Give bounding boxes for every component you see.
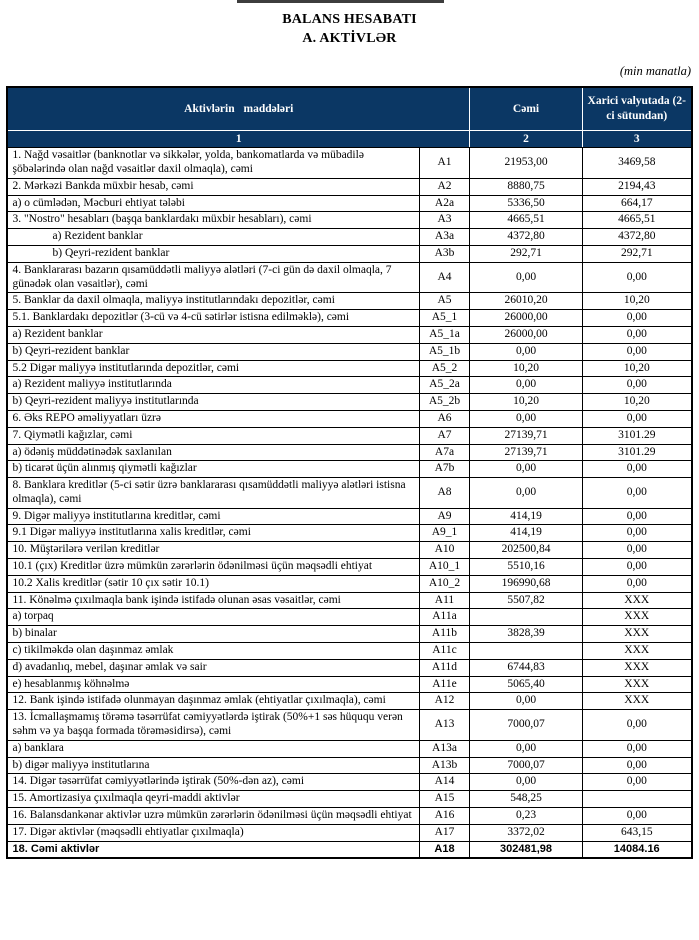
row-item-label: b) digər maliyyə institutlarına	[7, 757, 419, 774]
row-code: A17	[419, 824, 469, 841]
row-foreign-value	[583, 791, 692, 808]
row-total-value: 0,00	[470, 343, 583, 360]
table-row	[7, 841, 691, 858]
row-foreign-value: 0,00	[583, 774, 692, 791]
row-item-label: 2. Mərkəzi Bankda müxbir hesab, cəmi	[7, 178, 419, 195]
table-row	[7, 626, 691, 643]
row-code: A18	[419, 841, 469, 858]
row-foreign-value: XXX	[583, 592, 692, 609]
row-total-value: 196990,68	[470, 575, 583, 592]
table-row	[7, 245, 691, 262]
row-foreign-value: 0,00	[583, 478, 692, 509]
table-row	[7, 508, 691, 525]
row-foreign-value: 10,20	[583, 394, 692, 411]
row-foreign-value: 2194,43	[583, 178, 692, 195]
report-title-block	[0, 0, 699, 49]
row-item-label: d) avadanlıq, mebel, daşınar əmlak və sair	[7, 659, 419, 676]
row-item-label: b) Qeyri-rezident maliyyə institutlarında	[7, 394, 419, 411]
row-total-value	[470, 643, 583, 660]
assets-table	[6, 86, 692, 859]
row-code: A13b	[419, 757, 469, 774]
table-row	[7, 360, 691, 377]
row-foreign-value: XXX	[583, 626, 692, 643]
row-code: A7b	[419, 461, 469, 478]
row-foreign-value: 0,00	[583, 757, 692, 774]
table-row	[7, 710, 691, 741]
row-foreign-value: 0,00	[583, 326, 692, 343]
row-code: A9_1	[419, 525, 469, 542]
row-code: A5_2a	[419, 377, 469, 394]
row-code: A9	[419, 508, 469, 525]
row-total-value: 202500,84	[470, 542, 583, 559]
table-row	[7, 148, 691, 179]
row-foreign-value: 3101.29	[583, 427, 692, 444]
row-item-label: 15. Amortizasiya çıxılmaqla qeyri-maddi aktivlər	[7, 791, 419, 808]
row-code: A13a	[419, 740, 469, 757]
row-total-value: 7000,07	[470, 757, 583, 774]
row-item-label: 3. "Nostro" hesabları (başqa banklardakı müxbir hesabları), cəmi	[7, 212, 419, 229]
row-foreign-value: 664,17	[583, 195, 692, 212]
header-row	[7, 87, 691, 131]
row-item-label: 1. Nağd vəsaitlər (banknotlar və sikkələr, yolda, bankomatlarda və mübadilə şöbələrində olan nağd vəsaitlər daxil olmaqla), cəmi	[7, 148, 419, 179]
row-foreign-value: 10,20	[583, 360, 692, 377]
row-code: A5_1	[419, 310, 469, 327]
unit-note: (min manatla)	[619, 63, 691, 78]
row-foreign-value: 10,20	[583, 293, 692, 310]
header-items-column: Aktivlərin maddələri	[7, 87, 469, 131]
row-item-label: 7. Qiymətli kağızlar, cəmi	[7, 427, 419, 444]
row-code: A3a	[419, 229, 469, 246]
row-total-value: 548,25	[470, 791, 583, 808]
table-row	[7, 643, 691, 660]
row-foreign-value: XXX	[583, 609, 692, 626]
row-foreign-value: 4372,80	[583, 229, 692, 246]
table-row	[7, 212, 691, 229]
row-foreign-value: 0,00	[583, 508, 692, 525]
row-total-value: 0,23	[470, 808, 583, 825]
row-total-value: 414,19	[470, 508, 583, 525]
row-code: A8	[419, 478, 469, 509]
table-row	[7, 427, 691, 444]
row-total-value: 292,71	[470, 245, 583, 262]
table-row	[7, 824, 691, 841]
row-code: A2a	[419, 195, 469, 212]
table-row	[7, 229, 691, 246]
row-item-label: 6. Əks REPO əməliyyatları üzrə	[7, 410, 419, 427]
row-foreign-value: 0,00	[583, 262, 692, 293]
row-code: A14	[419, 774, 469, 791]
table-row	[7, 659, 691, 676]
table-row	[7, 343, 691, 360]
row-total-value: 414,19	[470, 525, 583, 542]
row-total-value: 26000,00	[470, 326, 583, 343]
table-row	[7, 377, 691, 394]
row-code: A5_2b	[419, 394, 469, 411]
table-row	[7, 326, 691, 343]
row-total-value: 21953,00	[470, 148, 583, 179]
row-code: A1	[419, 148, 469, 179]
top-edge-artifact	[237, 0, 444, 3]
row-item-label: 4. Banklararası bazarın qısamüddətli maliyyə alətləri (7-ci gün də daxil olmaqla, 7 günədək olan vəsaitlər), cəmi	[7, 262, 419, 293]
row-item-label: 18. Cəmi aktivlər	[7, 841, 419, 858]
column-number-row	[7, 130, 691, 147]
row-foreign-value: 3101.29	[583, 444, 692, 461]
row-code: A16	[419, 808, 469, 825]
row-total-value: 26000,00	[470, 310, 583, 327]
row-code: A11a	[419, 609, 469, 626]
row-foreign-value: 3469,58	[583, 148, 692, 179]
row-foreign-value: 0,00	[583, 525, 692, 542]
table-row	[7, 740, 691, 757]
row-total-value: 8880,75	[470, 178, 583, 195]
table-row	[7, 293, 691, 310]
row-code: A3b	[419, 245, 469, 262]
row-code: A10_2	[419, 575, 469, 592]
column-number-foreign: 3	[583, 130, 692, 147]
row-item-label: 10.1 (çıx) Kreditlər üzrə mümkün zərərlərin ödənilməsi üçün məqsədli ehtiyat	[7, 559, 419, 576]
row-code: A5_2	[419, 360, 469, 377]
row-foreign-value: 0,00	[583, 310, 692, 327]
table-row	[7, 478, 691, 509]
row-total-value: 3372,02	[470, 824, 583, 841]
row-code: A6	[419, 410, 469, 427]
table-row	[7, 178, 691, 195]
row-item-label: 5. Banklar da daxil olmaqla, maliyyə institutlarındakı depozitlər, cəmi	[7, 293, 419, 310]
table-row	[7, 461, 691, 478]
row-item-label: 14. Digər təsərrüfat cəmiyyətlərində iştirak (50%-dən az), cəmi	[7, 774, 419, 791]
table-row	[7, 808, 691, 825]
row-code: A2	[419, 178, 469, 195]
row-total-value: 5510,16	[470, 559, 583, 576]
row-code: A12	[419, 693, 469, 710]
row-item-label: 10.2 Xalis kreditlər (sətir 10 çıx sətir 10.1)	[7, 575, 419, 592]
row-total-value: 302481,98	[470, 841, 583, 858]
row-item-label: 16. Balansdankənar aktivlər uzrə mümkün zərərlərin ödənilməsi üçün məqsədli ehtiyat	[7, 808, 419, 825]
row-item-label: 9.1 Digər maliyyə institutlarına xalis kreditlər, cəmi	[7, 525, 419, 542]
table-row	[7, 559, 691, 576]
row-item-label: a) ödəniş müddətinədək saxlanılan	[7, 444, 419, 461]
row-foreign-value: XXX	[583, 693, 692, 710]
report-title: BALANS HESABATI	[282, 12, 417, 27]
row-total-value: 4372,80	[470, 229, 583, 246]
row-code: A11c	[419, 643, 469, 660]
row-foreign-value: XXX	[583, 676, 692, 693]
row-foreign-value: 0,00	[583, 559, 692, 576]
row-item-label: a) Rezident maliyyə institutlarında	[7, 377, 419, 394]
row-code: A7	[419, 427, 469, 444]
row-code: A4	[419, 262, 469, 293]
row-total-value: 0,00	[470, 478, 583, 509]
row-code: A10_1	[419, 559, 469, 576]
row-total-value: 26010,20	[470, 293, 583, 310]
row-total-value: 5336,50	[470, 195, 583, 212]
row-total-value: 0,00	[470, 410, 583, 427]
row-code: A5_1a	[419, 326, 469, 343]
row-code: A13	[419, 710, 469, 741]
row-code: A5	[419, 293, 469, 310]
row-foreign-value: 0,00	[583, 710, 692, 741]
table-row	[7, 542, 691, 559]
row-item-label: 11. Könəlmə çıxılmaqla bank işində istifadə olunan əsas vəsaitlər, cəmi	[7, 592, 419, 609]
row-total-value: 0,00	[470, 262, 583, 293]
row-foreign-value: 0,00	[583, 343, 692, 360]
row-item-label: c) tikilməkdə olan daşınmaz əmlak	[7, 643, 419, 660]
table-row	[7, 444, 691, 461]
row-item-label: 8. Banklara kreditlər (5-ci sətir üzrə banklararası qısamüddətli maliyyə alətləri istisna olmaqla), cəmi	[7, 478, 419, 509]
row-total-value: 0,00	[470, 461, 583, 478]
row-total-value: 5507,82	[470, 592, 583, 609]
row-total-value	[470, 609, 583, 626]
column-number-total: 2	[470, 130, 583, 147]
row-code: A15	[419, 791, 469, 808]
row-code: A10	[419, 542, 469, 559]
row-foreign-value: 0,00	[583, 575, 692, 592]
table-row	[7, 774, 691, 791]
row-code: A3	[419, 212, 469, 229]
row-item-label: b) Qeyri-rezident banklar	[7, 245, 419, 262]
row-code: A11b	[419, 626, 469, 643]
table-row	[7, 410, 691, 427]
row-item-label: 17. Digər aktivlər (məqsədli ehtiyatlar çıxılmaqla)	[7, 824, 419, 841]
row-item-label: b) Qeyri-rezident banklar	[7, 343, 419, 360]
row-total-value: 0,00	[470, 693, 583, 710]
row-total-value: 27139,71	[470, 427, 583, 444]
header-total-column: Cəmi	[470, 87, 583, 131]
row-foreign-value: XXX	[583, 643, 692, 660]
table-row	[7, 757, 691, 774]
column-number-items: 1	[7, 130, 469, 147]
row-foreign-value: 0,00	[583, 808, 692, 825]
row-item-label: b) ticarət üçün alınmış qiymətli kağızlar	[7, 461, 419, 478]
report-subtitle: A. AKTİVLƏR	[302, 30, 397, 46]
table-row	[7, 195, 691, 212]
row-foreign-value: 14084.16	[583, 841, 692, 858]
table-row	[7, 693, 691, 710]
table-row	[7, 791, 691, 808]
row-foreign-value: 292,71	[583, 245, 692, 262]
row-foreign-value: 0,00	[583, 461, 692, 478]
row-foreign-value: 0,00	[583, 377, 692, 394]
row-item-label: a) o cümlədən, Məcburi ehtiyat tələbi	[7, 195, 419, 212]
row-item-label: e) hesablanmış köhnəlmə	[7, 676, 419, 693]
row-foreign-value: 0,00	[583, 542, 692, 559]
row-item-label: b) binalar	[7, 626, 419, 643]
row-item-label: a) Rezident banklar	[7, 229, 419, 246]
row-item-label: 12. Bank işində istifadə olunmayan daşınmaz əmlak (ehtiyatlar çıxılmaqla), cəmi	[7, 693, 419, 710]
row-total-value: 7000,07	[470, 710, 583, 741]
row-total-value: 4665,51	[470, 212, 583, 229]
assets-table-header	[7, 87, 691, 148]
table-row	[7, 310, 691, 327]
row-code: A5_1b	[419, 343, 469, 360]
row-item-label: 5.1. Banklardakı depozitlər (3-cü və 4-cü sətirlər istisna edilməklə), cəmi	[7, 310, 419, 327]
row-foreign-value: 0,00	[583, 410, 692, 427]
table-row	[7, 676, 691, 693]
row-item-label: 10. Müştərilərə verilən kreditlər	[7, 542, 419, 559]
row-foreign-value: XXX	[583, 659, 692, 676]
row-total-value: 10,20	[470, 394, 583, 411]
table-row	[7, 575, 691, 592]
row-total-value: 5065,40	[470, 676, 583, 693]
row-code: A7a	[419, 444, 469, 461]
header-foreign-column: Xarici valyutada (2-ci sütundan)	[583, 87, 692, 131]
row-code: A11	[419, 592, 469, 609]
row-item-label: 5.2 Digər maliyyə institutlarında depozitlər, cəmi	[7, 360, 419, 377]
row-total-value: 3828,39	[470, 626, 583, 643]
row-foreign-value: 4665,51	[583, 212, 692, 229]
row-total-value: 27139,71	[470, 444, 583, 461]
table-row	[7, 394, 691, 411]
row-item-label: a) torpaq	[7, 609, 419, 626]
row-foreign-value: 0,00	[583, 740, 692, 757]
row-total-value: 0,00	[470, 377, 583, 394]
table-row	[7, 592, 691, 609]
row-total-value: 10,20	[470, 360, 583, 377]
table-row	[7, 609, 691, 626]
row-total-value: 0,00	[470, 740, 583, 757]
row-foreign-value: 643,15	[583, 824, 692, 841]
table-row	[7, 262, 691, 293]
row-total-value: 6744,83	[470, 659, 583, 676]
row-item-label: 13. İcmallaşmamış törəmə təsərrüfat cəmiyyətlərdə iştirak (50%+1 səs hüququ verən səhm və ya başqa formada törəməsidirsə), cəmi	[7, 710, 419, 741]
row-code: A11d	[419, 659, 469, 676]
row-code: A11e	[419, 676, 469, 693]
table-row	[7, 525, 691, 542]
row-item-label: a) Rezident banklar	[7, 326, 419, 343]
row-item-label: a) banklara	[7, 740, 419, 757]
row-item-label: 9. Digər maliyyə institutlarına kreditlər, cəmi	[7, 508, 419, 525]
row-total-value: 0,00	[470, 774, 583, 791]
assets-table-body	[7, 148, 691, 858]
